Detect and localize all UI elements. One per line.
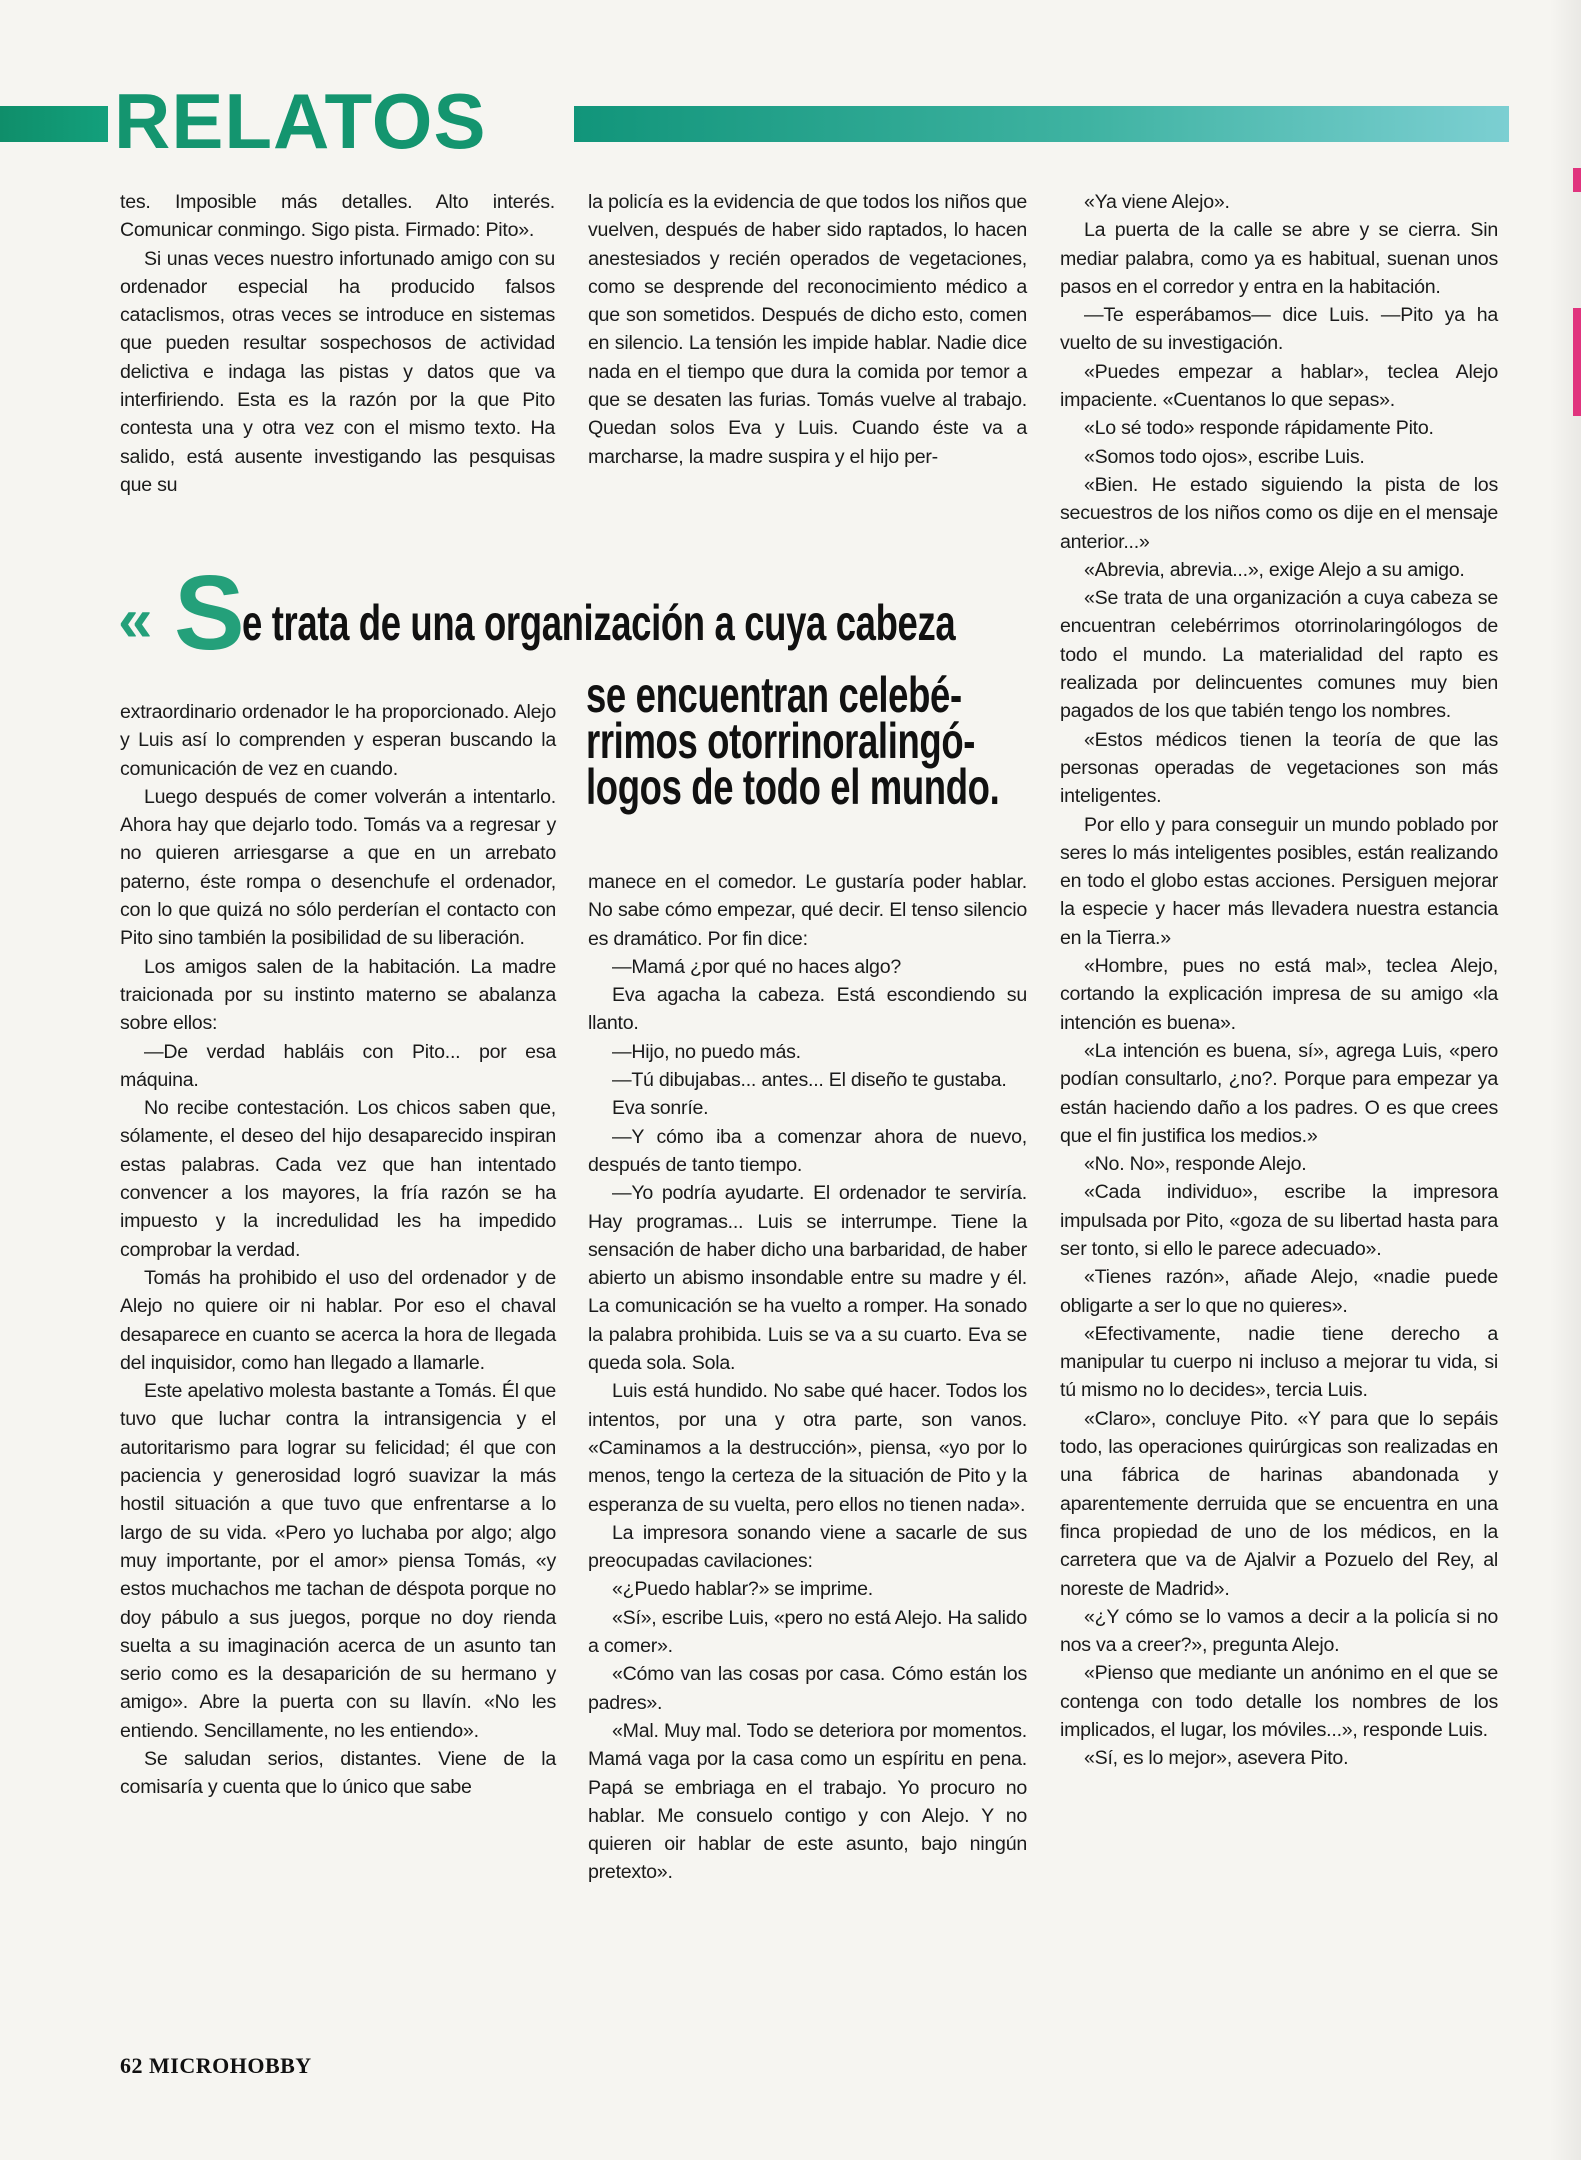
paragraph: La puerta de la calle se abre y se cierra. Sin mediar palabra, como ya es habitual, suenan unos pasos en el corredor y entra en la habitación. — [1060, 219, 1498, 298]
column-2-top — [588, 188, 1027, 471]
paragraph: «Puedes empezar a hablar», teclea Alejo impaciente. «Cuentanos lo que sepas». — [1060, 360, 1498, 412]
column-1-top — [120, 188, 555, 499]
paragraph: «Lo sé todo» responde rápidamente Pito. — [1084, 417, 1434, 440]
paragraph: Si unas veces nuestro infortunado amigo con su ordenador especial ha producido falsos cataclismos, otras veces se introduce en sistemas que pueden resultar sospechosos de actividad delictiva e indaga las pistas y datos que va interfiriendo. Esta es la razón por la que Pito contesta una y otra vez con el mismo texto. Ha salido, está ausente investigando las pesquisas que su — [120, 247, 555, 496]
paragraph: «Bien. He estado siguiendo la pista de los secuestros de los niños como os dije en el mensaje anterior...» — [1060, 473, 1498, 553]
paragraph: «Cada individuo», escribe la impresora impulsada por Pito, «goza de su libertad hasta para ser tonto, si ello le parece adecuado». — [1060, 1181, 1498, 1260]
paragraph: —Mamá ¿por qué no haces algo? — [612, 955, 902, 978]
edge-color-tab — [1573, 168, 1581, 192]
pull-quote-headline — [118, 554, 1038, 672]
paragraph: «Somos todo ojos», escribe Luis. — [1084, 445, 1365, 468]
paragraph: «Sí», escribe Luis, «pero no está Alejo. Ha salido a comer». — [588, 1606, 1027, 1658]
paragraph: —Tú dibujabas... antes... El diseño te gustaba. — [612, 1069, 1007, 1092]
paragraph: «Estos médicos tienen la teoría de que las personas operadas de vegetaciones son más inteligentes. — [1060, 728, 1498, 808]
paragraph: la policía es la evidencia de que todos los niños que vuelven, después de haber sido raptados, lo hacen anestesiados y recién operados de vegetaciones, como se desprende del reconocimiento médico a que son sometidos. Después de dicho esto, comen en silencio. La tensión les impide hablar. Nadie dice nada en el tiempo que dura la comida por temor a que se desaten las furias. Tomás vuelve al trabajo. Quedan solos Eva y Luis. Cuando éste va a marcharse, la madre suspira y el hijo per- — [588, 191, 1027, 468]
paragraph: «Cómo van las cosas por casa. Cómo están los padres». — [588, 1663, 1027, 1714]
paragraph: «Se trata de una organización a cuya cabeza se encuentran celebérrimos otorrinolaringólogos de todo el mundo. La materialidad del rapto es realizada por delincuentes comunes muy bien pagados de los que tabién tengo los nombres. — [1060, 587, 1498, 723]
paragraph: «Sí, es lo mejor», asevera Pito. — [1084, 1747, 1349, 1770]
paragraph: Eva agacha la cabeza. Está escondiendo su llanto. — [588, 984, 1027, 1035]
paragraph: Tomás ha prohibido el uso del ordenador y de Alejo no quiere oir ni hablar. Por eso el chaval desaparece en cuanto se acerca la hora de llegada del inquisidor, como han llegado a llamarle. — [120, 1266, 556, 1374]
paragraph: «¿Puedo hablar?» se imprime. — [612, 1578, 873, 1601]
paragraph: No recibe contestación. Los chicos saben que, sólamente, el deseo del hijo desaparecido inspiran estas palabras. Cada vez que han intentado convencer a los mayores, la fría razón se ha impuesto y la incredulidad les ha impedido comprobar la verdad. — [120, 1097, 556, 1261]
paragraph: —Hijo, no puedo más. — [612, 1040, 801, 1063]
paragraph: «Tienes razón», añade Alejo, «nadie puede obligarte a ser lo que no quieres». — [1060, 1266, 1498, 1317]
header-accent-bar-right — [574, 106, 1509, 142]
paragraph: —Y cómo iba a comenzar ahora de nuevo, después de tanto tiempo. — [588, 1125, 1027, 1176]
paragraph: Se saludan serios, distantes. Viene de la comisaría y cuenta que lo único que sabe — [120, 1747, 556, 1799]
pull-quote-line-3: rrimos otorrinoralingó- — [586, 713, 976, 769]
paragraph: «Mal. Muy mal. Todo se deteriora por momentos. Mamá vaga por la casa como un espíritu en pena. Papá se embriaga en el trabajo. Yo procuro no hablar. Me consuelo contigo y con Alejo. Y no quieren oir hablar de este asunto, bajo ningún pretexto». — [588, 1719, 1027, 1884]
paragraph: Luis está hundido. No sabe qué hacer. Todos los intentos, por una y otra parte, son vanos. «Caminamos a la destrucción», piensa, «yo por lo menos, tengo la certeza de la situación de Pito y la esperanza de su vuelta, pero ellos no tienen nada». — [588, 1380, 1027, 1516]
paragraph: Los amigos salen de la habitación. La madre traicionada por su instinto materno se abalanza sobre ellos: — [120, 955, 556, 1035]
paragraph: Este apelativo molesta bastante a Tomás. Él que tuvo que luchar contra la intransigencia y el autoritarismo para lograr su felicidad; él que con paciencia y generosidad logró suavizar la más hostil situación a que tuvo que enfrentarse a lo largo de su vida. «Pero yo luchaba por algo; algo muy importante, por el amor» piensa Tomás, «y estos muchachos me tachan de déspota porque no doy pábulo a sus juegos, porque no doy rienda suelta a su imaginación acerca de un asunto tan serio como es la desaparición de su hermano y amigo». Abre la puerta con su llavín. «No les entiendo. Sencillamente, no les entiendo». — [120, 1380, 556, 1742]
edge-color-tab — [1573, 308, 1581, 416]
column-3 — [1060, 188, 1498, 1773]
pull-quote-line-2: se encuentran celebé- — [586, 667, 962, 723]
paragraph: «No. No», responde Alejo. — [1084, 1153, 1307, 1176]
header-accent-bar-left — [0, 106, 108, 142]
pull-quote-line-4: logos de todo el mundo. — [586, 759, 1000, 815]
paragraph: «Ya viene Alejo». — [1084, 191, 1230, 213]
paragraph: «La intención es buena, sí», agrega Luis, «pero podían consultarlo, ¿no?. Porque para empezar ya están haciendo daño a los padres. O es que crees que el fin justifica los medios.» — [1060, 1039, 1498, 1147]
paragraph: «Hombre, pues no está mal», teclea Alejo, cortando la explicación impresa de su amigo «la intención es buena». — [1060, 955, 1498, 1034]
paragraph: «Claro», concluye Pito. «Y para que lo sepáis todo, las operaciones quirúrgicas son realizadas en una fábrica de harinas abandonada y aparentemente derruida que se encuentra en una finca propiedad de uno de los médicos, en la carretera que va de Ajalvir a Pozuelo del Rey, al noreste de Madrid». — [1060, 1407, 1498, 1600]
column-2-bottom — [588, 868, 1027, 1887]
paragraph: «Pienso que mediante un anónimo en el que se contenga con todo detalle los nombres de los implicados, el lugar, los móviles...», responde Luis. — [1060, 1662, 1498, 1742]
paragraph: tes. Imposible más detalles. Alto interés. Comunicar conmingo. Sigo pista. Firmado: Pito». — [120, 191, 555, 242]
section-title: RELATOS — [114, 77, 487, 165]
column-1-bottom — [120, 698, 556, 1802]
pull-quote-drop-cap: S — [174, 554, 245, 672]
paragraph: —Te esperábamos— dice Luis. —Pito ya ha vuelto de su investigación. — [1060, 304, 1498, 355]
paragraph: —Yo podría ayudarte. El ordenador te serviría. Hay programas... Luis se interrumpe. Tiene la sensación de haber dicho una barbaridad, de haber abierto un abismo insondable entre su madre y él. La comunicación se ha vuelto a romper. Ha sonado la palabra prohibida. Luis se va a su cuarto. Eva se queda sola. Sola. — [588, 1182, 1027, 1375]
page-footer: 62 MICROHOBBY — [120, 2053, 312, 2078]
pull-quote-continuation — [586, 667, 1046, 815]
pull-quote-line-1: e trata de una organización a cuya cabeza — [242, 595, 956, 651]
paragraph: La impresora sonando viene a sacarle de sus preocupadas cavilaciones: — [588, 1521, 1027, 1573]
paragraph: Luego después de comer volverán a intentarlo. Ahora hay que dejarlo todo. Tomás va a regresar y no quieren arriesgarse a que en un arrebato paterno, éste rompa o desenchufe el ordenador, con lo que quizá no sólo perderían el contacto con Pito sino también la posibilidad de su liberación. — [120, 785, 556, 950]
pull-quote-open-mark: « — [118, 586, 153, 655]
paragraph: —De verdad habláis con Pito... por esa máquina. — [120, 1040, 556, 1091]
paragraph: Eva sonríe. — [612, 1097, 709, 1120]
paragraph: «Abrevia, abrevia...», exige Alejo a su amigo. — [1084, 558, 1465, 581]
paragraph: manece en el comedor. Le gustaría poder hablar. No sabe cómo empezar, qué decir. El tenso silencio es dramático. Por fin dice: — [588, 871, 1027, 950]
paragraph: «Efectivamente, nadie tiene derecho a manipular tu cuerpo ni incluso a mejorar tu vida, si tú mismo no lo decides», tercia Luis. — [1060, 1322, 1498, 1402]
paragraph: Por ello y para conseguir un mundo poblado por seres lo más inteligentes posibles, están realizando en todo el globo estas acciones. Persiguen mejorar la especie y hacer más llevadera nuestra estancia en la Tierra.» — [1060, 813, 1498, 949]
paragraph: extraordinario ordenador le ha proporcionado. Alejo y Luis así lo comprenden y esperan buscando la comunicación de vez en cuando. — [120, 701, 556, 780]
paragraph: «¿Y cómo se lo vamos a decir a la policía si no nos va a creer?», pregunta Alejo. — [1060, 1605, 1498, 1657]
